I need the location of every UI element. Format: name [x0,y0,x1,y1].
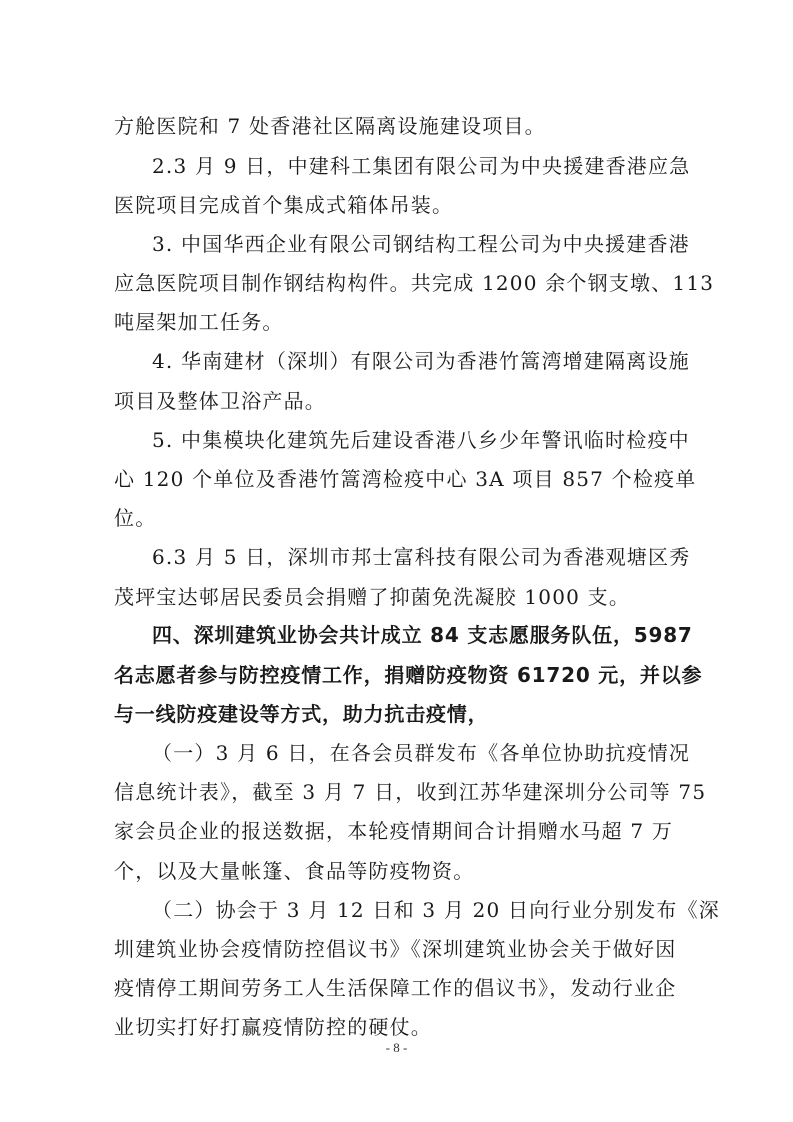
paragraph-line: 圳建筑业协会疫情防控倡议书》《深圳建筑业协会关于做好因 [114,937,677,961]
paragraph-line: 吨屋架加工任务。 [114,310,284,334]
paragraph-line: （二）协会于 3 月 12 日和 3 月 20 日向行业分别发布《深 [152,898,721,922]
paragraph-line: 信息统计表》，截至 3 月 7 日，收到江苏华建深圳分公司等 75 [114,780,707,804]
paragraph-line: 2.3 月 9 日，中建科工集团有限公司为中央援建香港应急 [152,154,691,178]
paragraph-line: 位。 [114,506,157,530]
paragraph-line: 4. 华南建材（深圳）有限公司为香港竹篙湾增建隔离设施 [152,349,690,373]
section-heading-line: 与一线防疫建设等方式，助力抗击疫情， [114,702,489,726]
paragraph-line: 医院项目完成首个集成式箱体吊装。 [114,193,454,217]
paragraph-line: 应急医院项目制作钢结构构件。共完成 1200 余个钢支墩、113 [114,271,715,295]
paragraph-line: 疫情停工期间劳务工人生活保障工作的倡议书》，发动行业企 [114,976,677,1000]
page-number: - 8 - [385,1040,408,1055]
paragraph-line: （一）3 月 6 日，在各会员群发布《各单位协助抗疫情况 [152,741,691,765]
paragraph-line: 项目及整体卫浴产品。 [114,389,326,413]
section-heading-line: 四、深圳建筑业协会共计成立 84 支志愿服务队伍，5987 [152,623,693,647]
section-heading-line: 名志愿者参与防控疫情工作，捐赠防疫物资 61720 元，并以参 [114,663,703,687]
paragraph-line: 方舱医院和 7 处香港社区隔离设施建设项目。 [114,114,546,138]
paragraph-line: 业切实打好打赢疫情防控的硬仗。 [114,1015,432,1039]
paragraph-line: 心 120 个单位及香港竹篙湾检疫中心 3A 项目 857 个检疫单 [114,467,697,491]
paragraph-line: 3. 中国华西企业有限公司钢结构工程公司为中央援建香港 [152,232,690,256]
paragraph-line: 个，以及大量帐篷、食品等防疫物资。 [114,859,475,883]
paragraph-line: 茂坪宝达邨居民委员会捐赠了抑菌免洗凝胶 1000 支。 [114,585,631,609]
paragraph-line: 6.3 月 5 日，深圳市邦士富科技有限公司为香港观塘区秀 [152,545,691,569]
paragraph-line: 5. 中集模块化建筑先后建设香港八乡少年警讯临时检疫中 [152,428,690,452]
paragraph-line: 家会员企业的报送数据，本轮疫情期间合计捐赠水马超 7 万 [114,819,674,843]
